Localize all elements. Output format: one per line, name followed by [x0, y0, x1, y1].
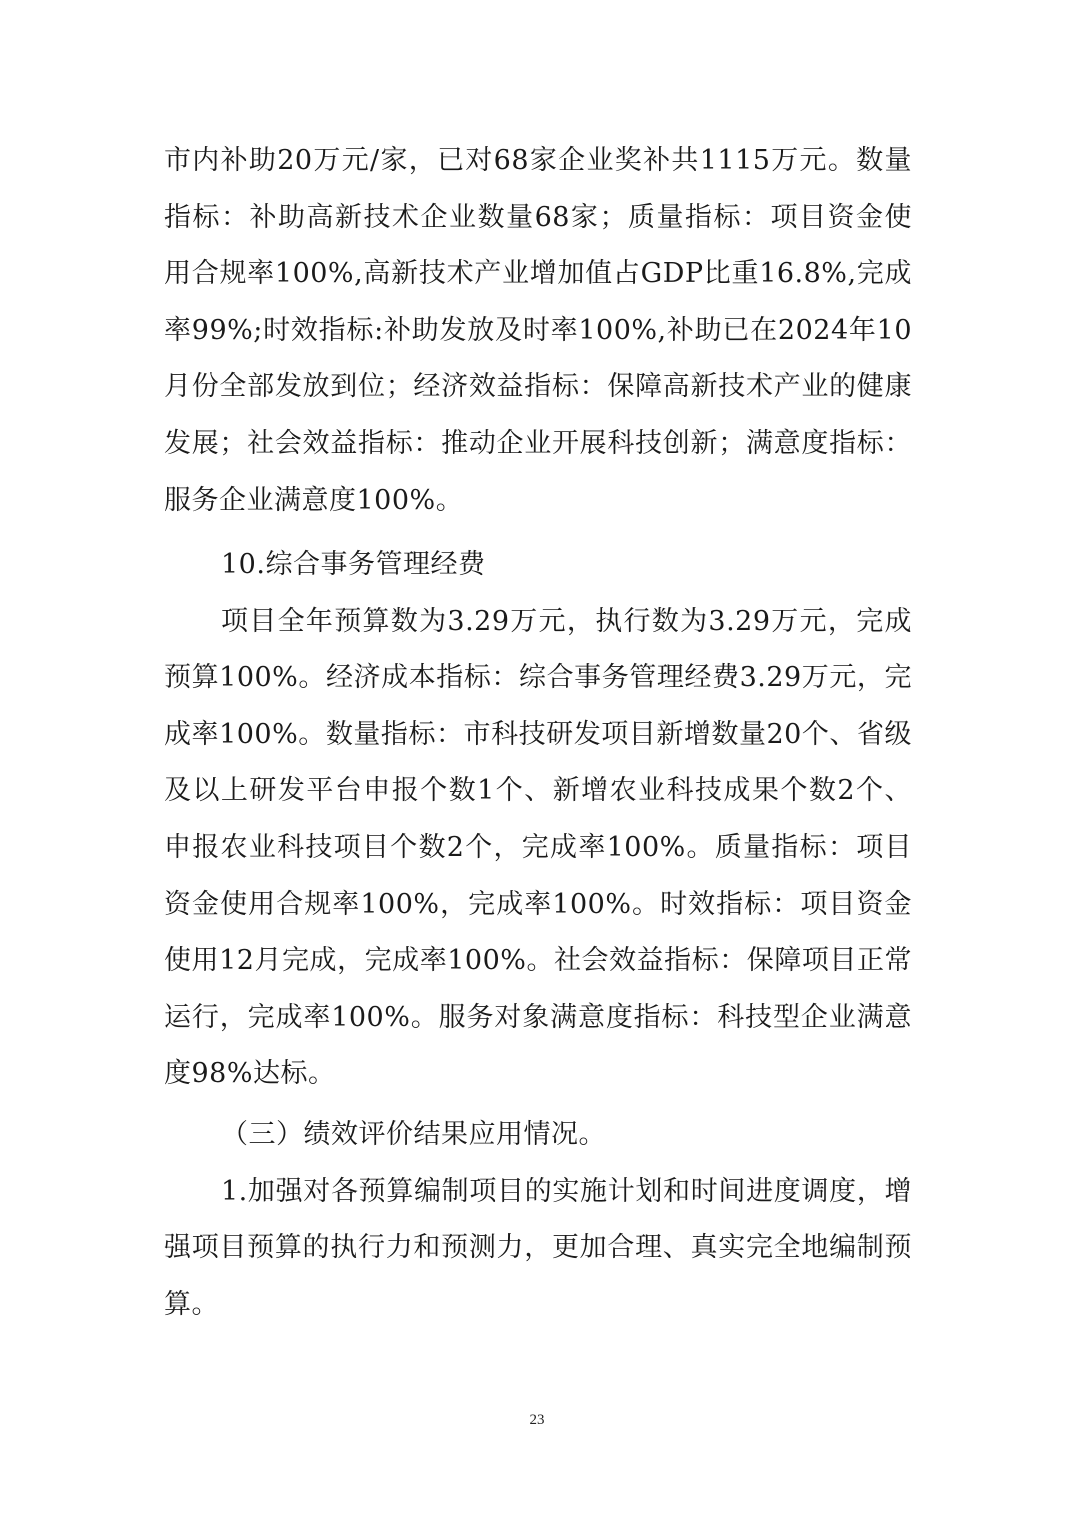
body-paragraph: 市内补助20万元/家，已对68家企业奖补共1115万元。数量指标：补助高新技术企业数量68家；质量指标：项目资金使用合规率100%,高新技术产业增加值占GDP比重16.8%,完成率99%;时效指标:补助发放及时率100%,补助已在2024年10月份全部发放到位；经济效益指标：保障高新技术产业的健康发展；社会效益指标：推动企业开展科技创新；满意度指标：服务企业满意度100%。: [164, 145, 912, 516]
page-number: 23: [529, 1412, 545, 1428]
section-3-block: [164, 1107, 912, 1333]
body-paragraph: 项目全年预算数为3.29万元，执行数为3.29万元，完成预算100%。经济成本指标：综合事务管理经费3.29万元，完成率100%。数量指标：市科技研发项目新增数量20个、省级及以上研发平台申报个数1个、新增农业科技成果个数2个、申报农业科技项目个数2个，完成率100%。质量指标：项目资金使用合规率100%，完成率100%。时效指标：项目资金使用12月完成，完成率100%。社会效益指标：保障项目正常运行，完成率100%。服务对象满意度指标：科技型企业满意度98%达标。: [164, 605, 912, 1090]
body-paragraph: 1.加强对各预算编制项目的实施计划和时间进度调度，增强项目预算的执行力和预测力，更加合理、真实完全地编制预算。: [164, 1175, 912, 1320]
section-heading: 10.综合事务管理经费: [221, 549, 486, 580]
section-heading: （三）绩效评价结果应用情况。: [221, 1119, 606, 1150]
continued-paragraph-block: [164, 133, 912, 529]
section-10-block: [164, 537, 912, 1103]
